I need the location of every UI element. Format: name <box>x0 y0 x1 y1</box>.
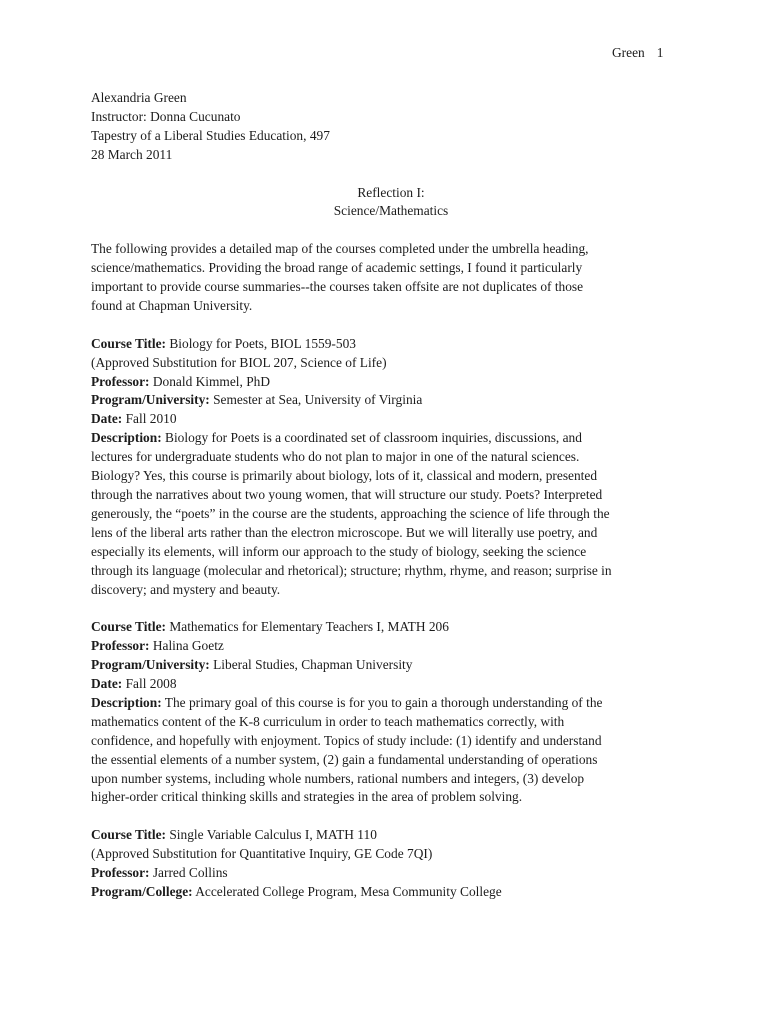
professor-label: Professor: <box>91 865 150 881</box>
page-number: 1 <box>656 45 664 60</box>
professor-row <box>91 373 691 392</box>
date-row <box>91 675 691 694</box>
program-row <box>91 391 691 410</box>
course-title-row <box>91 335 691 354</box>
course-entry <box>91 826 691 902</box>
description-line: generously, the “poets” in the course are the students, approaching the science of life through the <box>91 505 610 521</box>
date-value: Fall 2010 <box>122 411 177 427</box>
description-row <box>91 429 691 448</box>
date-label: Date: <box>91 411 123 427</box>
description-line: especially its elements, will inform our approach to the study of biology, seeking the science <box>91 543 587 559</box>
title-line-1: Reflection I: <box>357 184 425 200</box>
description-label: Description: <box>91 694 162 710</box>
date-line: 28 March 2011 <box>91 146 173 162</box>
course-title-row <box>91 618 691 637</box>
course-title-label: Course Title: <box>91 827 167 843</box>
document-body <box>91 89 691 902</box>
program-value: Accelerated College Program, Mesa Community College <box>192 883 502 899</box>
description-line: mathematics content of the K-8 curriculum in order to teach mathematics correctly, with <box>91 713 565 729</box>
substitution-note: (Approved Substitution for BIOL 207, Science of Life) <box>91 354 387 370</box>
course-title-value: Biology for Poets, BIOL 1559-503 <box>166 335 356 351</box>
description-line: through its language (molecular and rhetorical); structure; rhythm, rhyme, and reason; surprise in <box>91 562 612 578</box>
date-row <box>91 410 691 429</box>
intro-line: The following provides a detailed map of the courses completed under the umbrella heading, <box>91 241 589 257</box>
description-line: lectures for undergraduate students who do not plan to major in one of the natural sciences. <box>91 449 580 465</box>
header-surname: Green <box>612 45 645 60</box>
program-label: Program/College: <box>91 883 193 899</box>
program-value: Liberal Studies, Chapman University <box>209 657 413 673</box>
intro-line: important to provide course summaries--the courses taken offsite are not duplicates of those <box>91 279 584 295</box>
description-text: The primary goal of this course is for you to gain a thorough understanding of the <box>161 694 603 710</box>
description-line: confidence, and hopefully with enjoyment. Topics of study include: (1) identify and understand <box>91 732 602 748</box>
substitution-note: (Approved Substitution for Quantitative Inquiry, GE Code 7QI) <box>91 846 433 862</box>
course-title-label: Course Title: <box>91 619 167 635</box>
course-line: Tapestry of a Liberal Studies Education, 497 <box>91 127 330 143</box>
course-entry <box>91 618 691 807</box>
intro-line: found at Chapman University. <box>91 297 253 313</box>
course-title-row <box>91 826 691 845</box>
description-line: higher-order critical thinking skills and strategies in the area of problem solving. <box>91 789 523 805</box>
professor-value: Halina Goetz <box>149 638 224 654</box>
course-title-label: Course Title: <box>91 335 167 351</box>
program-row <box>91 883 691 902</box>
intro-line: science/mathematics. Providing the broad range of academic settings, I found it particularly <box>91 260 583 276</box>
description-text: Biology for Poets is a coordinated set of classroom inquiries, discussions, and <box>161 430 582 446</box>
description-line: discovery; and mystery and beauty. <box>91 581 281 597</box>
description-line: through the narratives about two young women, that will structure our study. Poets? Interpreted <box>91 486 603 502</box>
course-entry <box>91 335 691 600</box>
program-value: Semester at Sea, University of Virginia <box>209 392 423 408</box>
running-header <box>612 44 692 63</box>
program-row <box>91 656 691 675</box>
description-label: Description: <box>91 430 162 446</box>
course-title-value: Mathematics for Elementary Teachers I, MATH 206 <box>166 619 449 635</box>
instructor-line: Instructor: Donna Cucunato <box>91 108 241 124</box>
document-title <box>91 184 691 222</box>
professor-value: Jarred Collins <box>149 865 228 881</box>
student-name: Alexandria Green <box>91 90 187 105</box>
date-label: Date: <box>91 676 123 692</box>
professor-row <box>91 637 691 656</box>
description-line: upon number systems, including whole numbers, rational numbers and integers, (3) develop <box>91 770 585 786</box>
date-value: Fall 2008 <box>122 676 177 692</box>
professor-value: Donald Kimmel, PhD <box>149 373 271 389</box>
course-title-value: Single Variable Calculus I, MATH 110 <box>166 827 377 843</box>
description-row <box>91 694 691 713</box>
professor-label: Professor: <box>91 638 150 654</box>
heading-block <box>91 89 691 165</box>
description-line: lens of the liberal arts rather than the electron microscope. But we will literally use poetry, and <box>91 524 598 540</box>
description-line: the essential elements of a number system, (2) gain a fundamental understanding of operations <box>91 751 598 767</box>
professor-row <box>91 864 691 883</box>
program-label: Program/University: <box>91 657 210 673</box>
professor-label: Professor: <box>91 373 150 389</box>
program-label: Program/University: <box>91 392 210 408</box>
intro-paragraph <box>91 240 691 316</box>
description-line: Biology? Yes, this course is primarily about biology, lots of it, classical and modern, presented <box>91 468 598 484</box>
title-line-2: Science/Mathematics <box>333 203 449 219</box>
